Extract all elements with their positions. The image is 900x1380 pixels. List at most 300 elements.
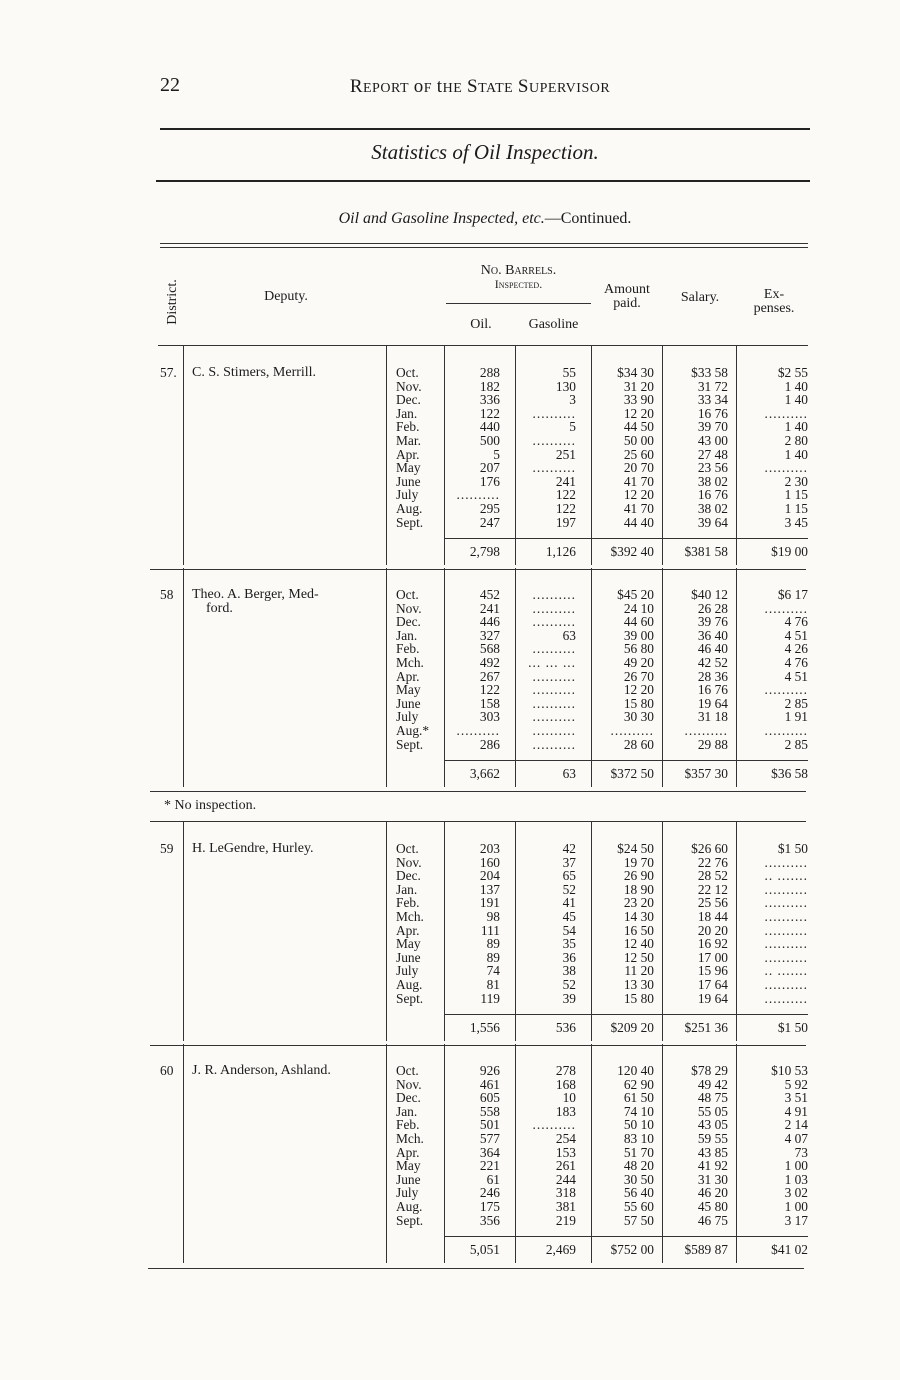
amount-cell: $45 20 [617, 587, 654, 602]
footnote: * No inspection. [164, 798, 257, 813]
salary-cell: 36 40 [697, 627, 728, 643]
amount-cell: 11 20 [624, 963, 654, 979]
salary-cell: 19 64 [697, 695, 728, 711]
expenses-cell: .......... [764, 895, 808, 911]
salary-cell: 38 02 [697, 473, 728, 489]
expenses-cell: 2 85 [784, 695, 808, 711]
column-rule [444, 346, 445, 565]
caption-rest: —Continued. [544, 210, 632, 227]
deputy-name: J. R. Anderson, Ashland. [192, 1063, 331, 1078]
amount-cell: 12 20 [623, 487, 654, 503]
salary-cell: 41 92 [697, 1158, 728, 1174]
month-label: Nov. [396, 1076, 422, 1092]
month-label: Dec. [396, 1090, 421, 1106]
gasoline-cell: 45 [562, 909, 576, 924]
expenses-cell: 4 51 [784, 627, 808, 643]
gasoline-cell: 54 [562, 922, 576, 938]
district-number: 59 [160, 841, 174, 856]
salary-cell: 22 12 [697, 881, 728, 897]
gasoline-cell: .......... [532, 1117, 576, 1133]
oil-cell: 61 [486, 1171, 500, 1187]
month-label: Jan. [396, 627, 418, 643]
salary-cell: 20 20 [697, 922, 728, 938]
oil-cell: 158 [479, 695, 500, 711]
expenses-cell: .......... [764, 405, 808, 421]
salary-cell: 28 36 [697, 668, 728, 684]
amount-cell: 18 90 [623, 881, 654, 897]
salary-cell: 43 00 [697, 433, 728, 448]
expenses-cell: 1 00 [784, 1158, 808, 1174]
gasoline-cell: 41 [562, 895, 576, 911]
expenses-cell: .......... [764, 682, 808, 698]
oil-cell: 568 [479, 641, 500, 657]
gasoline-cell: 65 [562, 868, 576, 884]
expenses-cell: 73 [794, 1144, 808, 1160]
header-oil: Oil. [470, 317, 492, 332]
month-label: May [396, 682, 421, 698]
gasoline-cell: .......... [532, 460, 576, 476]
oil-cell: 267 [479, 668, 500, 684]
gasoline-cell: 3 [569, 392, 576, 408]
amount-cell: 56 80 [623, 641, 654, 657]
expenses-cell: 1 00 [784, 1199, 808, 1214]
gasoline-cell: 244 [555, 1171, 576, 1187]
amount-cell: 62 90 [623, 1076, 654, 1092]
amount-cell: 44 60 [623, 614, 654, 630]
table-top-rule [160, 243, 808, 244]
amount-cell: 15 80 [623, 695, 654, 711]
salary-cell: 22 76 [697, 854, 728, 870]
column-rule [444, 1044, 445, 1263]
month-label: June [396, 949, 421, 965]
column-rule [386, 822, 387, 1041]
salary-cell: 29 88 [697, 736, 728, 752]
oil-cell: 221 [479, 1158, 500, 1174]
header-gasoline: Gasoline [528, 317, 579, 332]
month-label: Nov. [396, 854, 422, 870]
salary-cell: 39 76 [697, 614, 728, 630]
gasoline-cell: .......... [532, 641, 576, 657]
table-caption [160, 210, 810, 228]
gasoline-cell: 39 [562, 990, 576, 1006]
amount-cell: 41 70 [623, 501, 654, 516]
salary-cell: .......... [684, 723, 728, 738]
gasoline-cell: 278 [555, 1063, 576, 1078]
expenses-cell: 1 40 [784, 392, 808, 408]
amount-cell: 28 60 [623, 736, 654, 752]
month-label: Aug. [396, 977, 423, 992]
oil-cell: 74 [486, 963, 500, 979]
month-label: Oct. [396, 365, 419, 380]
expenses-cell: 1 15 [784, 487, 808, 503]
gasoline-cell: 197 [555, 514, 576, 530]
amount-cell: 44 40 [623, 514, 654, 530]
column-rule [736, 568, 737, 787]
salary-cell: 16 76 [697, 682, 728, 698]
expenses-cell: 3 02 [784, 1185, 808, 1201]
section-rule [150, 821, 806, 822]
amount-cell: 49 20 [623, 655, 654, 670]
month-label: Oct. [396, 1063, 419, 1078]
oil-cell: 295 [479, 501, 500, 516]
amount-cell: 33 90 [623, 392, 654, 408]
caption-italic: Oil and Gasoline Inspected, etc. [338, 210, 545, 227]
month-label: Feb. [396, 419, 420, 435]
oil-cell: 98 [486, 909, 500, 924]
gasoline-cell: ... ... ... [528, 655, 576, 670]
salary-cell: 31 72 [697, 378, 728, 394]
header-barrels-2: Inspected. [494, 277, 543, 291]
gasoline-cell: 55 [562, 365, 576, 380]
month-label: Sept. [396, 736, 424, 752]
column-rule [386, 1044, 387, 1263]
month-label: May [396, 1158, 421, 1174]
deputy-name: Theo. A. Berger, Med- [192, 587, 319, 602]
header-district-text: District. [165, 279, 180, 325]
amount-cell: 51 70 [623, 1144, 654, 1160]
column-rule [662, 822, 663, 1041]
gasoline-cell: 168 [555, 1076, 576, 1092]
expenses-cell: .......... [764, 922, 808, 938]
column-rule [591, 568, 592, 787]
salary-cell: 48 75 [697, 1090, 728, 1106]
amount-cell: 15 80 [623, 990, 654, 1006]
top-rule [160, 128, 810, 130]
header-barrels-rule [446, 303, 591, 304]
column-rule [515, 1044, 516, 1263]
amount-cell: 61 50 [623, 1090, 654, 1106]
total-expenses: $1 50 [777, 1020, 808, 1036]
amount-cell: 26 70 [623, 668, 654, 684]
salary-cell: 28 52 [697, 868, 728, 884]
gasoline-cell: 35 [562, 936, 576, 952]
oil-cell: 122 [479, 682, 500, 698]
gasoline-cell: .......... [532, 405, 576, 421]
total-gasoline: 63 [562, 766, 576, 782]
amount-cell: 39 00 [623, 627, 654, 643]
expenses-cell: 4 51 [784, 668, 808, 684]
total-amount: $752 00 [610, 1242, 654, 1258]
month-label: July [396, 487, 419, 503]
salary-cell: 23 56 [697, 460, 728, 476]
deputy-name: ford. [206, 600, 233, 616]
amount-cell: 14 30 [623, 909, 654, 924]
salary-cell: 16 76 [697, 487, 728, 503]
gasoline-cell: .......... [532, 723, 576, 738]
amount-cell: 13 30 [623, 977, 654, 992]
salary-cell: 45 80 [697, 1199, 728, 1214]
gasoline-cell: 10 [562, 1090, 576, 1106]
month-label: Aug. [396, 1199, 423, 1214]
expenses-cell: .......... [764, 936, 808, 952]
amount-cell: 30 30 [623, 709, 654, 725]
oil-cell: 605 [479, 1090, 500, 1106]
oil-cell: 286 [479, 736, 500, 752]
table-bottom-rule [148, 1268, 804, 1269]
oil-cell: 247 [479, 514, 500, 530]
gasoline-cell: .......... [532, 695, 576, 711]
gasoline-cell: 130 [555, 378, 576, 394]
salary-cell: 25 56 [697, 895, 728, 911]
column-rule [662, 568, 663, 787]
section-rule [150, 791, 806, 792]
section-rule [150, 569, 806, 570]
oil-cell: 336 [479, 392, 500, 408]
expenses-cell: 3 51 [784, 1090, 808, 1106]
amount-cell: 120 40 [617, 1063, 654, 1078]
oil-cell: 89 [486, 949, 500, 965]
salary-cell: 26 28 [697, 600, 728, 616]
expenses-cell: 4 91 [784, 1103, 808, 1119]
oil-cell: 176 [479, 473, 500, 489]
header-bottom-rule [158, 345, 808, 346]
gasoline-cell: 183 [555, 1103, 576, 1119]
gasoline-cell: .......... [532, 433, 576, 448]
amount-cell: $24 50 [617, 841, 654, 856]
amount-cell: 16 50 [623, 922, 654, 938]
salary-cell: 39 64 [697, 514, 728, 530]
amount-cell: 20 70 [623, 460, 654, 476]
column-rule [183, 568, 184, 787]
month-label: Feb. [396, 641, 420, 657]
header-district [158, 262, 188, 342]
total-amount: $392 40 [610, 544, 654, 560]
amount-cell: .......... [610, 723, 654, 738]
oil-cell: 207 [479, 460, 500, 476]
gasoline-cell: 241 [555, 473, 576, 489]
month-label: Aug.* [396, 723, 430, 738]
salary-cell: 17 00 [697, 949, 728, 965]
expenses-cell: .......... [764, 990, 808, 1006]
gasoline-cell: 122 [555, 487, 576, 503]
expenses-cell: 2 14 [784, 1117, 808, 1133]
salary-cell: $40 12 [691, 587, 728, 602]
total-oil: 1,556 [469, 1020, 500, 1036]
expenses-cell: .......... [764, 881, 808, 897]
amount-cell: 26 90 [623, 868, 654, 884]
column-rule [662, 1044, 663, 1263]
expenses-cell: 1 91 [784, 709, 808, 725]
expenses-cell: 3 45 [784, 514, 808, 530]
column-rule [386, 346, 387, 565]
gasoline-cell: 38 [562, 963, 576, 979]
oil-cell: .......... [456, 723, 500, 738]
gasoline-cell: .......... [532, 682, 576, 698]
column-rule [591, 1044, 592, 1263]
column-rule [591, 822, 592, 1041]
month-label: Jan. [396, 1103, 418, 1119]
column-rule [515, 568, 516, 787]
salary-cell: $26 60 [691, 841, 728, 856]
oil-cell: 246 [479, 1185, 500, 1201]
salary-cell: $33 58 [691, 365, 728, 380]
month-label: Dec. [396, 614, 421, 630]
expenses-cell: 1 40 [784, 419, 808, 435]
expenses-cell: .......... [764, 460, 808, 476]
expenses-cell: 4 07 [784, 1131, 808, 1146]
expenses-cell: 2 85 [784, 736, 808, 752]
month-label: Feb. [396, 1117, 420, 1133]
expenses-cell: 4 26 [784, 641, 808, 657]
salary-cell: 17 64 [697, 977, 728, 992]
totals-rule [444, 760, 808, 761]
gasoline-cell: 122 [555, 501, 576, 516]
gasoline-cell: 37 [562, 854, 576, 870]
month-label: Dec. [396, 868, 421, 884]
gasoline-cell: 153 [555, 1144, 576, 1160]
oil-cell: 303 [479, 709, 500, 725]
total-amount: $209 20 [610, 1020, 654, 1036]
month-label: Sept. [396, 990, 424, 1006]
oil-cell: 461 [479, 1076, 500, 1092]
district-number: 57. [160, 365, 177, 380]
totals-rule [444, 1236, 808, 1237]
oil-cell: 500 [479, 433, 500, 448]
amount-cell: 12 40 [623, 936, 654, 952]
total-gasoline: 1,126 [545, 544, 576, 560]
header-barrels-1: No. Barrels. [480, 263, 557, 278]
oil-cell: 926 [479, 1063, 500, 1078]
column-rule [515, 346, 516, 565]
amount-cell: 19 70 [623, 854, 654, 870]
oil-cell: 137 [479, 881, 500, 897]
month-label: Apr. [396, 922, 420, 938]
oil-cell: 119 [480, 990, 500, 1006]
salary-cell: 16 92 [697, 936, 728, 952]
gasoline-cell: .......... [532, 614, 576, 630]
expenses-cell: .. ....... [764, 868, 808, 884]
salary-cell: 19 64 [697, 990, 728, 1006]
column-rule [444, 822, 445, 1041]
oil-cell: 175 [479, 1199, 500, 1214]
header-amount-1: Amount [604, 282, 650, 297]
column-rule [444, 568, 445, 787]
gasoline-cell: 5 [569, 419, 576, 435]
page-number: 22 [160, 74, 180, 96]
oil-cell: 241 [479, 600, 500, 616]
amount-cell: 57 50 [623, 1212, 654, 1228]
expenses-cell: .......... [764, 723, 808, 738]
salary-cell: 46 20 [697, 1185, 728, 1201]
month-label: July [396, 963, 419, 979]
section-rule [150, 1045, 806, 1046]
salary-cell: 43 85 [697, 1144, 728, 1160]
column-rule [736, 822, 737, 1041]
oil-cell: 81 [486, 977, 500, 992]
oil-cell: 204 [479, 868, 500, 884]
deputy-name: C. S. Stimers, Merrill. [192, 365, 317, 380]
amount-cell: 83 10 [623, 1131, 654, 1146]
salary-cell: $78 29 [691, 1063, 728, 1078]
column-rule [515, 822, 516, 1041]
running-head-text: REPORT oF tHE STATE SUPERVISOR [349, 76, 611, 97]
amount-cell: 30 50 [623, 1171, 654, 1187]
salary-cell: 46 40 [697, 641, 728, 657]
expenses-cell: 1 15 [784, 501, 808, 516]
amount-cell: 56 40 [623, 1185, 654, 1201]
salary-cell: 31 18 [697, 709, 728, 725]
header-salary: Salary. [680, 290, 720, 305]
amount-cell: 44 50 [623, 419, 654, 435]
district-number: 58 [160, 587, 174, 602]
oil-cell: 89 [486, 936, 500, 952]
gasoline-cell: 36 [562, 949, 576, 965]
expenses-cell: 5 92 [784, 1076, 808, 1092]
district-number: 60 [160, 1063, 174, 1078]
salary-cell: 31 30 [697, 1171, 728, 1187]
gasoline-cell: 254 [555, 1131, 576, 1146]
gasoline-cell: 52 [562, 977, 576, 992]
expenses-cell: $1 50 [777, 841, 808, 856]
expenses-cell: .......... [764, 854, 808, 870]
expenses-cell: $10 53 [771, 1063, 808, 1078]
total-salary: $589 87 [684, 1242, 728, 1258]
month-label: June [396, 695, 421, 711]
amount-cell: 50 10 [623, 1117, 654, 1133]
gasoline-cell: 219 [555, 1212, 576, 1228]
header-expenses-1: Ex- [763, 287, 785, 302]
month-label: Nov. [396, 600, 422, 616]
gasoline-cell: 52 [562, 881, 576, 897]
gasoline-cell: .......... [532, 600, 576, 616]
column-rule [183, 822, 184, 1041]
oil-cell: 446 [479, 614, 500, 630]
oil-cell: 111 [480, 922, 500, 938]
oil-cell: 577 [479, 1131, 500, 1146]
gasoline-cell: 63 [562, 627, 576, 643]
gasoline-cell: .......... [532, 709, 576, 725]
month-label: Jan. [396, 405, 418, 421]
header-expenses-2: penses. [753, 301, 795, 316]
month-label: Oct. [396, 587, 419, 602]
amount-cell: 74 10 [623, 1103, 654, 1119]
total-salary: $381 58 [684, 544, 728, 560]
column-rule [591, 346, 592, 565]
month-label: Sept. [396, 1212, 424, 1228]
month-label: Aug. [396, 501, 423, 516]
expenses-cell: $6 17 [777, 587, 808, 602]
amount-cell: 23 20 [623, 895, 654, 911]
total-oil: 3,662 [469, 766, 500, 782]
expenses-cell: $2 55 [777, 365, 808, 380]
amount-cell: 25 60 [623, 446, 654, 462]
expenses-cell: 1 03 [784, 1171, 808, 1187]
column-rule [386, 568, 387, 787]
salary-cell: 33 34 [697, 392, 728, 408]
expenses-cell: 2 30 [784, 473, 808, 489]
total-salary: $357 30 [684, 766, 728, 782]
month-label: Mch. [396, 1131, 424, 1146]
month-label: Dec. [396, 392, 421, 408]
header-deputy: Deputy. [264, 289, 308, 304]
total-oil: 2,798 [469, 544, 500, 560]
total-gasoline: 2,469 [545, 1242, 576, 1258]
gasoline-cell: 42 [562, 841, 576, 856]
column-rule [736, 346, 737, 565]
total-expenses: $36 58 [771, 766, 808, 782]
expenses-cell: .......... [764, 949, 808, 965]
expenses-cell: .......... [764, 600, 808, 616]
amount-cell: $34 30 [617, 365, 654, 380]
oil-cell: 288 [479, 365, 500, 380]
amount-cell: 55 60 [623, 1199, 654, 1214]
section-subtitle: Statistics of Oil Inspection. [371, 140, 599, 164]
expenses-cell: 4 76 [784, 614, 808, 630]
table-top-rule-2 [160, 247, 808, 248]
oil-cell: 501 [479, 1117, 500, 1133]
month-label: Mar. [396, 433, 421, 448]
column-rule [736, 1044, 737, 1263]
